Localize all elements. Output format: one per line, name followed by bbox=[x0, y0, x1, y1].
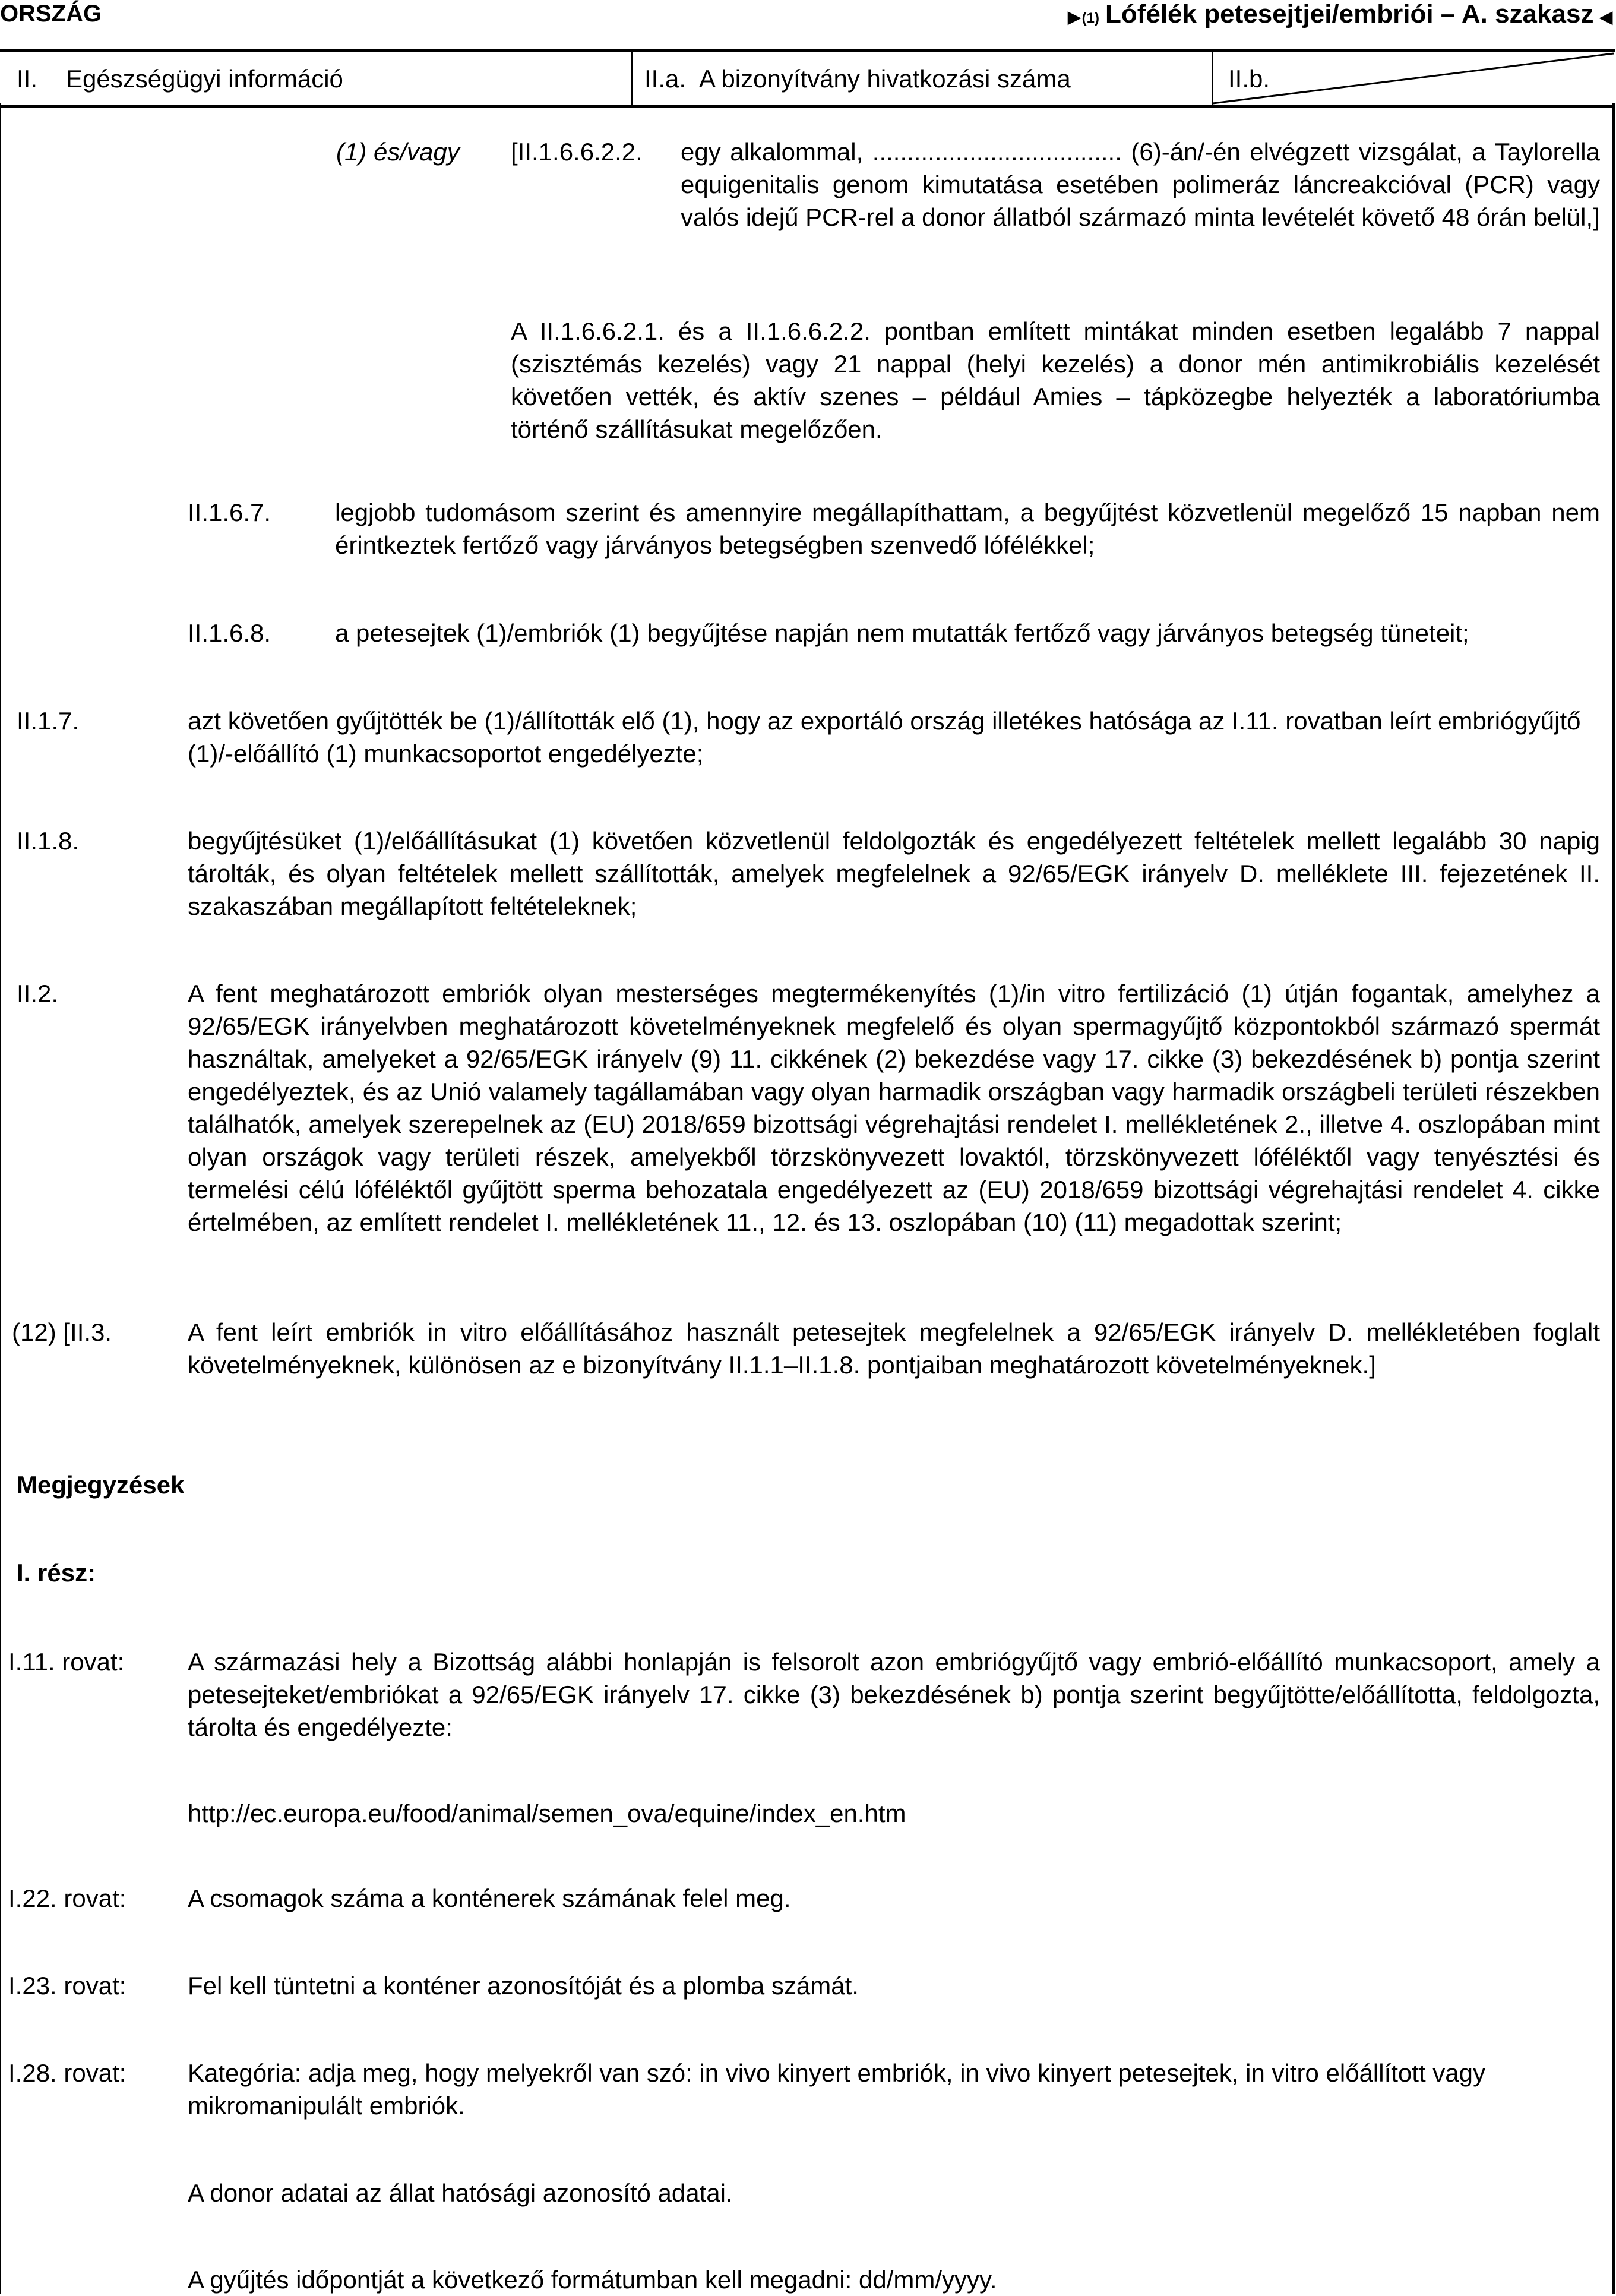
note-text: Fel kell tüntetni a konténer azonosítóját és a plomba számát. bbox=[188, 1972, 859, 2000]
note-label: I.11. rovat: bbox=[8, 1648, 125, 1676]
document-title: ▶ (1) Lófélék petesejtjei/embriói – A. szakasz ◀ bbox=[1068, 0, 1612, 33]
section-text-ii-1-6-6-2-2: egy alkalommal, .................................... (6)-án/-én elvégzett vizsgálat, a Taylorella equigenitalis genom kimutatása esetében polimeráz láncreakcióval (PCR) vagy valós idejű PCR-rel a donor állatból származó minta levételét követő 48 órán belül,] bbox=[681, 138, 1600, 231]
section-number: II.1.8. bbox=[17, 827, 80, 855]
diagonal-strike bbox=[1212, 52, 1615, 105]
box-col3-num: II.b. bbox=[1228, 64, 1270, 93]
box-col2-num: II.a. bbox=[644, 64, 687, 93]
frame-left-border bbox=[0, 103, 1, 2294]
section-number: II.1.6.8. bbox=[188, 619, 271, 647]
note-label: I.22. rovat: bbox=[8, 1884, 127, 1912]
note-text: A gyűjtés időpontját a következő formátumban kell megadni: dd/mm/yyyy. bbox=[188, 2266, 997, 2294]
certificate-header-box bbox=[0, 49, 1615, 108]
section-text-ii-1-6-7: legjobb tudomásom szerint és amennyire megállapíthattam, a begyűjtést közvetlenül megelőző 15 napban nem érintkeztek fertőző vagy járványos betegségben szenvedő lófélékkel; bbox=[335, 498, 1600, 559]
section-text-samples: A II.1.6.6.2.1. és a II.1.6.6.2.2. pontban említett mintákat minden esetben legalább 7 nappal (szisztémás kezelés) vagy 21 nappal (helyi kezelés) a donor mén antimikrobiális kezelését követően vették, és aktív szenes – például Amies – tápközegbe helyezték a laboratóriumba történő szállításukat megelőzően. bbox=[511, 317, 1600, 443]
frame-right-border bbox=[1612, 103, 1615, 2294]
note-url-link[interactable]: http://ec.europa.eu/food/animal/semen_ova/equine/index_en.htm bbox=[188, 1799, 906, 1827]
section-text-ii-3: A fent leírt embriók in vitro előállításához használt petesejtek megfelelnek a 92/65/EGK irányelv D. mellékletében foglalt követelményeknek, különösen az e bizonyítvány II.1.1–II.1.8. pontjaiban meghatározott követelményeknek.] bbox=[188, 1318, 1600, 1379]
title-text: Lófélék petesejtjei/embriói – A. szakasz bbox=[1105, 0, 1594, 29]
notes-heading: Megjegyzések bbox=[17, 1471, 185, 1499]
section-text-ii-2: A fent meghatározott embriók olyan mesterséges megtermékenyítés (1)/in vitro fertilizáció (1) útján fogantak, amelyhez a 92/65/EGK irányelvben meghatározott követelményeknek megfelelő és olyan spermagyűjtő központokból származó spermát használtak, amelyeket a 92/65/EGK irányelv (9) 11. cikkének (2) bekezdése vagy 17. cikke (3) bekezdésének b) pontja szerint engedélyeztek, és az Unió valamely tagállamában vagy olyan harmadik országban vagy harmadik országbeli területi részekben találhatók, amelyek szerepelnek az (EU) 2018/659 bizottsági végrehajtási rendelet I. mellékletének 2., illetve 4. oszlopában mint olyan országok vagy területi részek, amelyekből törzskönyvezett lovaktól, törzskönyvezett lóféléktől vagy tenyésztési és termelési célú lóféléktől gyűjtött sperma behozatala engedélyezett az (EU) 2018/659 bizottsági végrehajtási rendelet 4. cikke értelmében, az említett rendelet I. mellékletének 11., 12. és 13. oszlopában (10) (11) megadottak szerint; bbox=[188, 980, 1600, 1236]
box-col1-label: Egészségügyi információ bbox=[66, 64, 343, 93]
section-text-ii-1-7: azt követően gyűjtötték be (1)/állították elő (1), hogy az exportáló ország illetékes hatósága az I.11. rovatban leírt embriógyűjtő (1)/-előállító (1) munkacsoportot engedélyezte; bbox=[188, 707, 1581, 768]
section-number: II.2. bbox=[17, 980, 59, 1008]
note-label: I.28. rovat: bbox=[8, 2059, 127, 2087]
section-number: (12) [II.3. bbox=[12, 1318, 112, 1346]
section-text-ii-1-8: begyűjtésüket (1)/előállításukat (1) követően közvetlenül feldolgozták és engedélyezett feltételek mellett legalább 30 napig tárolták, és olyan feltételek mellett szállították, amelyek megfelelnek a 92/65/EGK irányelv D. melléklete III. fejezetének II. szakaszában megállapított feltételeknek; bbox=[188, 827, 1600, 920]
conditional-marker: (1) és/vagy bbox=[336, 138, 460, 166]
section-text-ii-1-6-8: a petesejtek (1)/embriók (1) begyűjtése napján nem mutatták fertőző vagy járványos betegség tüneteit; bbox=[335, 619, 1469, 647]
notes-part-heading: I. rész: bbox=[17, 1559, 96, 1587]
box-divider bbox=[631, 52, 633, 105]
note-label: I.23. rovat: bbox=[8, 1972, 127, 2000]
note-text: A származási hely a Bizottság alábbi honlapján is felsorolt azon embriógyűjtő vagy embrió-előállító munkacsoport, amely a petesejteket/embriókat a 92/65/EGK irányelv 17. cikke (3) bekezdésének b) pontja szerint begyűjtötte/előállította, feldolgozta, tárolta és engedélyezte: bbox=[188, 1648, 1600, 1741]
note-text: A donor adatai az állat hatósági azonosító adatai. bbox=[188, 2179, 733, 2207]
box-col-1 bbox=[17, 52, 343, 105]
note-text: A csomagok száma a konténerek számának felel meg. bbox=[188, 1884, 791, 1912]
box-col2-label: A bizonyítvány hivatkozási száma bbox=[699, 64, 1071, 93]
country-label: ORSZÁG bbox=[0, 1, 102, 27]
section-number: II.1.7. bbox=[17, 707, 80, 735]
box-col-2 bbox=[644, 52, 1071, 105]
section-number: II.1.6.7. bbox=[188, 498, 271, 526]
section-number: [II.1.6.6.2.2. bbox=[511, 138, 643, 166]
box-col1-num: II. bbox=[17, 64, 38, 93]
triangle-left-icon: ◀ bbox=[1599, 8, 1612, 26]
note-text: Kategória: adja meg, hogy melyekről van szó: in vivo kinyert embriók, in vivo kinyert petesejtek, in vitro előállított vagy mikromanipulált embriók. bbox=[188, 2059, 1486, 2120]
triangle-right-icon: ▶ bbox=[1068, 8, 1081, 26]
